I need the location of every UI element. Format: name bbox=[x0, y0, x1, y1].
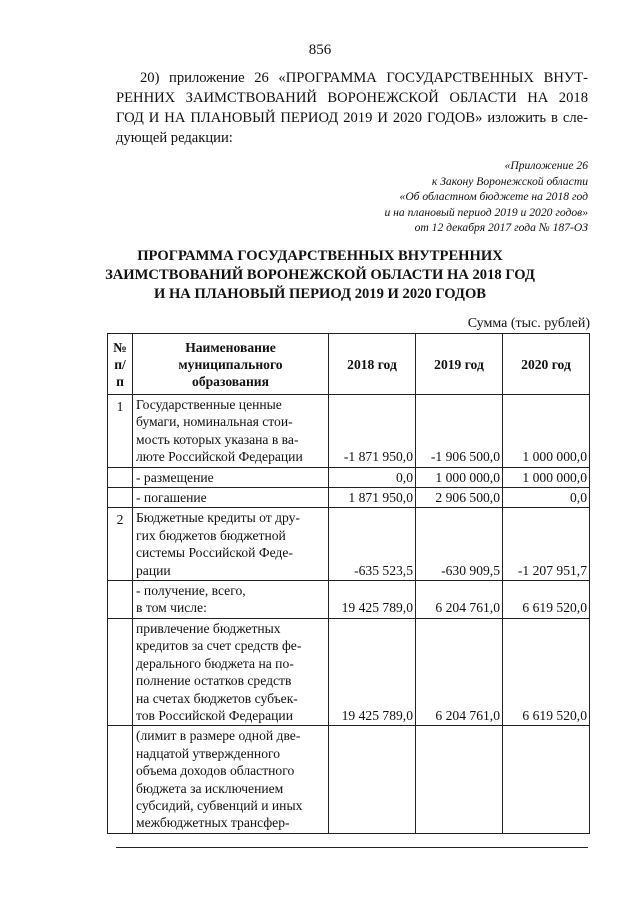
page-bottom-edge bbox=[116, 847, 588, 848]
title-line: И НА ПЛАНОВЫЙ ПЕРИОД 2019 И 2020 ГОДОВ bbox=[153, 286, 487, 302]
value-2018 bbox=[329, 726, 416, 833]
table-row bbox=[108, 395, 590, 468]
value-2020: 6 619 520,0 bbox=[503, 581, 590, 619]
intro-line: дующей редакции: bbox=[116, 130, 233, 146]
row-number: 1 bbox=[108, 395, 133, 468]
row-name-line: системы Российской Феде- bbox=[136, 545, 293, 561]
row-number bbox=[108, 467, 133, 487]
row-name bbox=[133, 508, 329, 581]
table-row bbox=[108, 488, 590, 508]
row-name bbox=[133, 488, 329, 508]
row-number: 2 bbox=[108, 508, 133, 581]
value-2020: 6 619 520,0 bbox=[503, 618, 590, 725]
title-line: ПРОГРАММА ГОСУДАРСТВЕННЫХ ВНУТРЕННИХ bbox=[137, 248, 503, 264]
header-text: муниципального bbox=[178, 356, 283, 372]
row-name-line: мость которых указана в ва- bbox=[136, 431, 299, 447]
header-text: Наименование bbox=[185, 339, 276, 355]
table-row bbox=[108, 618, 590, 725]
header-text: п/п bbox=[114, 356, 126, 389]
row-name-line: субсидий, субвенций и иных bbox=[136, 797, 303, 813]
table-row bbox=[108, 726, 590, 833]
value-2020: -1 207 951,7 bbox=[503, 508, 590, 581]
row-name-line: рации bbox=[136, 562, 171, 578]
value-2018: 1 871 950,0 bbox=[329, 488, 416, 508]
value-2019: 2 906 500,0 bbox=[416, 488, 503, 508]
value-2018: 19 425 789,0 bbox=[329, 618, 416, 725]
value-2019: -1 906 500,0 bbox=[416, 395, 503, 468]
row-name-line: - погашение bbox=[136, 490, 207, 506]
value-2020: 1 000 000,0 bbox=[503, 395, 590, 468]
appendix-reference bbox=[384, 158, 588, 236]
title-line: ЗАИМСТВОВАНИЙ ВОРОНЕЖСКОЙ ОБЛАСТИ НА 2018 ГОД bbox=[105, 267, 535, 283]
intro-line: ГОД И НА ПЛАНОВЫЙ ПЕРИОД 2019 И 2020 ГОДОВ» изложить в сле- bbox=[116, 110, 588, 126]
value-2018: -1 871 950,0 bbox=[329, 395, 416, 468]
row-name-line: бюджета за исключением bbox=[136, 780, 284, 796]
value-2020 bbox=[503, 726, 590, 833]
row-name-line: (лимит в размере одной две- bbox=[136, 728, 301, 744]
table-body bbox=[108, 395, 590, 834]
value-2018: 19 425 789,0 bbox=[329, 581, 416, 619]
header-text: № bbox=[113, 339, 127, 355]
value-2019: 6 204 761,0 bbox=[416, 581, 503, 619]
row-name-line: бумаги, номинальная стои- bbox=[136, 414, 293, 430]
amendment-paragraph bbox=[116, 68, 588, 148]
appendix-line: и на плановый период 2019 и 2020 годов» bbox=[384, 205, 588, 219]
appendix-line: «Приложение 26 bbox=[504, 159, 588, 172]
value-2019 bbox=[416, 726, 503, 833]
table-row bbox=[108, 581, 590, 619]
row-name bbox=[133, 395, 329, 468]
value-2018: 0,0 bbox=[329, 467, 416, 487]
value-2019: 6 204 761,0 bbox=[416, 618, 503, 725]
row-name-line: на счетах бюджетов субъек- bbox=[136, 690, 298, 706]
program-title bbox=[0, 247, 640, 304]
header-text: образования bbox=[192, 373, 269, 389]
header-2020: 2020 год bbox=[503, 334, 590, 395]
header-2019: 2019 год bbox=[416, 334, 503, 395]
value-2019: -630 909,5 bbox=[416, 508, 503, 581]
row-name-line: тов Российской Федерации bbox=[136, 707, 293, 723]
header-name bbox=[133, 334, 329, 395]
row-name-line: кредитов за счет средств фе- bbox=[136, 638, 302, 654]
row-name-line: межбюджетных трансфер- bbox=[136, 815, 290, 831]
row-number bbox=[108, 618, 133, 725]
row-name bbox=[133, 581, 329, 619]
row-name-line: полнение остатков средств bbox=[136, 673, 292, 689]
row-name-line: Бюджетные кредиты от дру- bbox=[136, 510, 300, 526]
row-name-line: в том числе: bbox=[136, 600, 207, 616]
row-name-line: объема доходов областного bbox=[136, 763, 295, 779]
value-2020: 0,0 bbox=[503, 488, 590, 508]
row-name-line: надцатой утвержденного bbox=[136, 745, 281, 761]
row-number bbox=[108, 726, 133, 833]
row-name-line: Государственные ценные bbox=[136, 397, 282, 412]
header-number bbox=[108, 334, 133, 395]
unit-note: Сумма (тыс. рублей) bbox=[467, 316, 590, 331]
header-2018: 2018 год bbox=[329, 334, 416, 395]
row-name-line: привлечение бюджетных bbox=[136, 620, 281, 636]
table-row bbox=[108, 508, 590, 581]
intro-line: 20) приложение 26 «ПРОГРАММА ГОСУДАРСТВЕННЫХ ВНУТ- bbox=[140, 70, 588, 86]
table-row bbox=[108, 467, 590, 487]
table-header-row bbox=[108, 334, 590, 395]
appendix-line: к Закону Воронежской области bbox=[431, 174, 588, 188]
row-name-line: - размещение bbox=[136, 469, 214, 485]
appendix-line: «Об областном бюджете на 2018 год bbox=[399, 190, 588, 204]
row-name-line: дерального бюджета на по- bbox=[136, 655, 294, 671]
row-number bbox=[108, 488, 133, 508]
value-2019: 1 000 000,0 bbox=[416, 467, 503, 487]
row-name bbox=[133, 467, 329, 487]
intro-line: РЕННИХ ЗАИМСТВОВАНИЙ ВОРОНЕЖСКОЙ ОБЛАСТИ НА 2018 bbox=[116, 90, 588, 106]
row-name bbox=[133, 618, 329, 725]
value-2018: -635 523,5 bbox=[329, 508, 416, 581]
row-name-line: люте Российской Федерации bbox=[136, 449, 303, 465]
row-name bbox=[133, 726, 329, 833]
appendix-line: от 12 декабря 2017 года № 187-ОЗ bbox=[414, 221, 588, 235]
row-name-line: - получение, всего, bbox=[136, 583, 246, 599]
borrowing-program-table bbox=[107, 333, 590, 834]
page-number: 856 bbox=[308, 42, 332, 58]
row-number bbox=[108, 581, 133, 619]
row-name-line: гих бюджетов бюджетной bbox=[136, 527, 286, 543]
value-2020: 1 000 000,0 bbox=[503, 467, 590, 487]
